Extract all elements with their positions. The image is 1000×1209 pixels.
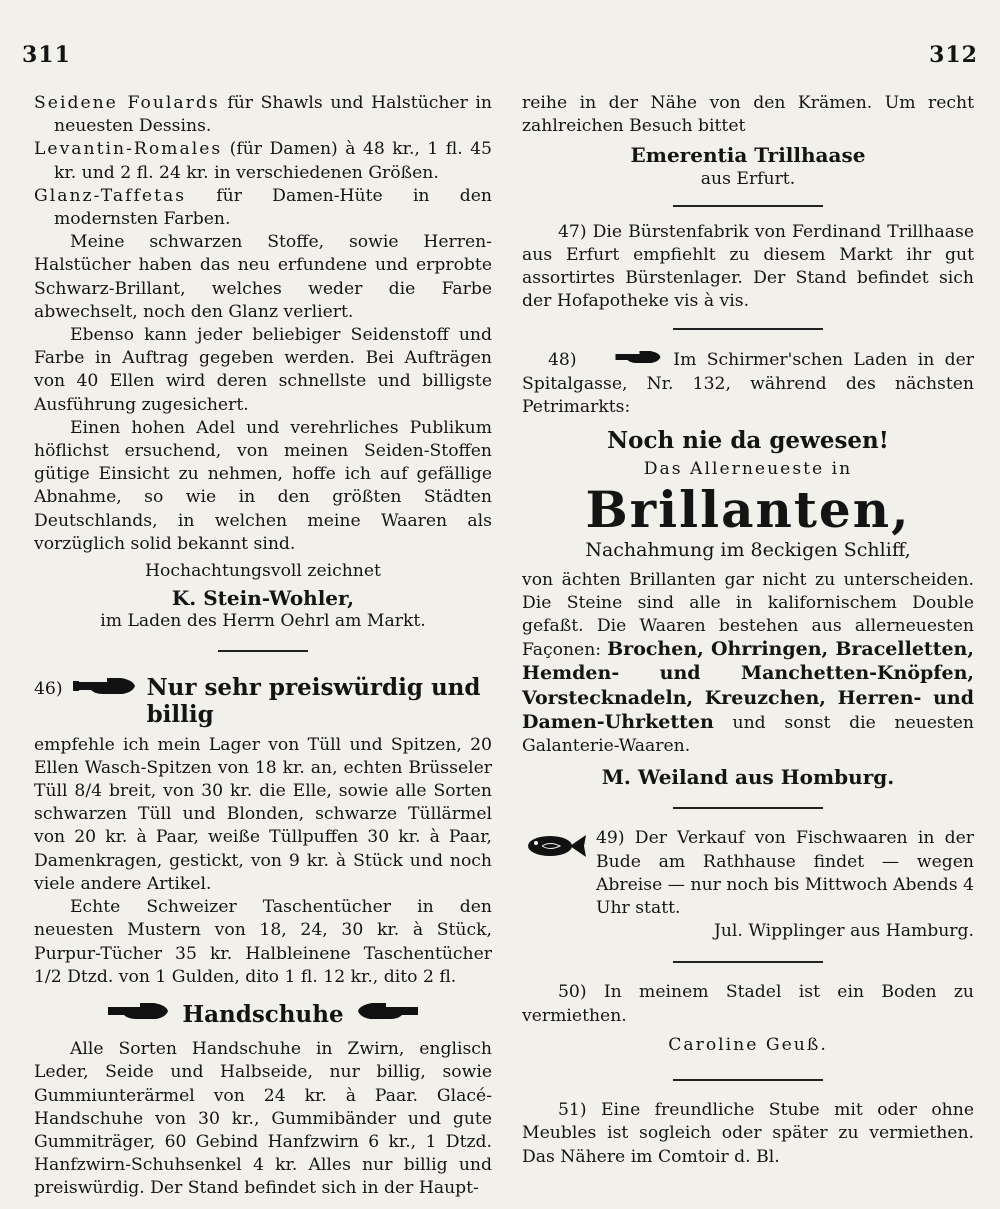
signature-geuss: Caroline Geuß. bbox=[668, 1034, 828, 1055]
separator-rule bbox=[218, 650, 308, 652]
item-foulards-name: Seidene Foulards bbox=[34, 93, 220, 113]
gloves-text: Alle Sorten Handschuhe in Zwirn, englisch Leder, Seide und Halbseide, nur billig, sowie Gummiunterärmel von 24 kr. à Paar. Glacé-Handschuhe von 30 kr., Gummibänder und gute Gummiträger, 60 Gebind Hanfzwirn 6 kr., 1 Dtzd. Hanfzwirn-Schuhsenkel 4 kr. Alles nur billig und preiswürdig. Der Stand befindet sich in der Haupt- bbox=[34, 1039, 492, 1199]
ad-49-text bbox=[596, 827, 974, 920]
signature-wipplinger: Jul. Wipplinger aus Hamburg. bbox=[713, 921, 974, 942]
pointing-hand-icon bbox=[587, 348, 663, 373]
closing-line: Hochachtungsvoll zeichnet bbox=[145, 561, 381, 582]
ad-48-number: 48) bbox=[548, 349, 577, 370]
item-taffetas bbox=[34, 185, 492, 231]
item-levantin-name: Levantin-Romales bbox=[34, 139, 223, 160]
ad-46-text-tuecher: Echte Schweizer Taschentücher in den neuesten Mustern von 18, 24, 30 kr. à Stück, Purpur-Tücher 35 kr. Halbleinene Taschentücher 1/2 Dtzd. von 1 Gulden, dito 1 fl. 12 kr., dito 2 fl. bbox=[34, 897, 492, 987]
ad-48-text-2: und sonst die neuesten Galanterie-Waaren. bbox=[522, 712, 974, 757]
ad-48-intro-text: Im Schirmer'schen Laden in der Spitalgasse, Nr. 132, während des nächsten Petrimarkts: bbox=[522, 349, 975, 418]
right-column bbox=[522, 92, 974, 1169]
item-taffetas-name: Glanz-Taffetas bbox=[34, 185, 187, 206]
ad-48-text-1: von ächten Brillanten gar nicht zu unterscheiden. Die Steine sind alle in kalifornischem Double gefaßt. Die Waaren bestehen aus allerneuesten Façonen: bbox=[522, 569, 974, 661]
paragraph-auftrag: Ebenso kann jeder beliebiger Seidenstoff und Farbe in Auftrag gegeben werden. Bei Aufträgen von 40 Ellen wird deren schnellste und billigste Ausführung zugesichert. bbox=[34, 325, 492, 415]
separator-rule bbox=[673, 1079, 823, 1081]
signature-trillhaase-place: aus Erfurt. bbox=[700, 168, 796, 189]
ad-46-text-tuell: empfehle ich mein Lager von Tüll und Spitzen, 20 Ellen Wasch-Spitzen von 18 kr. an, echten Brüsseler Tüll 8/4 breit, von 30 kr. die Elle, sowie alle Sorten schwarzen Tüll und Blonden, schwarze Tüllärmel von 20 kr. à Paar, weiße Tüllpuffen 30 kr. à Paar, Damenkragen, gestickt, von 9 kr. à Stück und noch viele andere Artikel. bbox=[34, 734, 492, 894]
gloves-headline: Handschuhe bbox=[182, 1001, 344, 1028]
page-number-right: 312 bbox=[929, 42, 978, 68]
continuation-text: reihe in der Nähe von den Krämen. Um recht zahlreichen Besuch bittet bbox=[522, 93, 974, 137]
ad-49-number: 49) bbox=[596, 828, 625, 849]
ad-46-headline: Nur sehr preiswürdig und billig bbox=[146, 673, 481, 728]
item-foulards-desc: für Shawls und Halstücher in neuesten Dessins. bbox=[54, 93, 492, 137]
ad-50-text: 50) In meinem Stadel ist ein Boden zu vermiethen. bbox=[522, 982, 974, 1026]
separator-rule bbox=[673, 961, 823, 963]
page-number-left: 311 bbox=[22, 42, 71, 68]
ad-48-subtitle-2: Nachahmung im 8eckigen Schliff, bbox=[585, 539, 911, 562]
ad-48-text bbox=[522, 569, 974, 759]
gloves-header bbox=[34, 999, 492, 1030]
signature-place: im Laden des Herrn Oehrl am Markt. bbox=[100, 611, 426, 632]
bleed-through-text: ​ bbox=[556, 170, 564, 240]
item-taffetas-desc: für Damen-Hüte in den modernsten Farben. bbox=[54, 185, 492, 230]
item-levantin bbox=[34, 138, 492, 184]
pointing-hand-right-icon bbox=[106, 999, 170, 1030]
fish-icon bbox=[522, 827, 588, 868]
ad-49 bbox=[522, 827, 974, 920]
ad-46-number: 46) bbox=[34, 678, 63, 699]
ad-48-product-list: Brochen, Ohrringen, Bracelletten, Hemden- und Manchetten-Knöpfen, Vorstecknadeln, Kreuzchen, Herren- und Damen-Uhrketten bbox=[522, 638, 974, 733]
separator-rule bbox=[673, 807, 823, 809]
separator-rule bbox=[673, 328, 823, 330]
separator-rule bbox=[673, 205, 823, 207]
ad-49-body: Der Verkauf von Fischwaaren in der Bude am Rathhause findet — wegen Abreise — nur noch bis Mittwoch Abends 4 Uhr statt. bbox=[596, 828, 975, 919]
ad-48-intro bbox=[522, 348, 974, 420]
ad-47-text: 47) Die Bürstenfabrik von Ferdinand Trillhaase aus Erfurt empfiehlt zu diesem Markt ihr gut assortirtes Bürstenlager. Der Stand befindet sich der Hofapotheke vis à vis. bbox=[522, 221, 974, 312]
left-column bbox=[34, 92, 492, 1201]
pointing-hand-left-icon bbox=[356, 999, 420, 1030]
signature-weiland: M. Weiland aus Homburg. bbox=[601, 765, 895, 790]
paragraph-adel: Einen hohen Adel und verehrliches Publikum höflichst ersuchend, von meinen Seiden-Stoffen gütige Einsicht zu nehmen, hoffe ich auf gefällige Abnahme, so wie in den größten Städten Deutschlands, in welchen meine Waaren als vorzüglich solid bekannt sind. bbox=[34, 417, 492, 554]
ad-51-text: 51) Eine freundliche Stube mit oder ohne Meubles ist sogleich oder später zu vermiethen. Das Nähere im Comtoir d. Bl. bbox=[522, 1100, 974, 1167]
signature-stein-wohler: K. Stein-Wohler, bbox=[171, 586, 355, 611]
pointing-hand-icon bbox=[73, 674, 137, 705]
signature-trillhaase: Emerentia Trillhaase bbox=[630, 143, 866, 168]
item-foulards bbox=[34, 92, 492, 138]
ad-46-header bbox=[34, 674, 492, 728]
ad-48-subtitle: Das Allerneueste in bbox=[643, 459, 853, 480]
ad-48-big-title: Brillanten, bbox=[585, 480, 911, 540]
paragraph-stoffe: Meine schwarzen Stoffe, sowie Herren-Halstücher haben das neu erfundene und erprobte Schwarz-Brillant, welches weder die Farbe abwechselt, noch den Glanz verliert. bbox=[34, 232, 492, 322]
item-levantin-desc: (für Damen) à 48 kr., 1 fl. 45 kr. und 2 fl. 24 kr. in verschiedenen Größen. bbox=[54, 139, 492, 183]
ad-48-headline: Noch nie da gewesen! bbox=[607, 427, 889, 455]
